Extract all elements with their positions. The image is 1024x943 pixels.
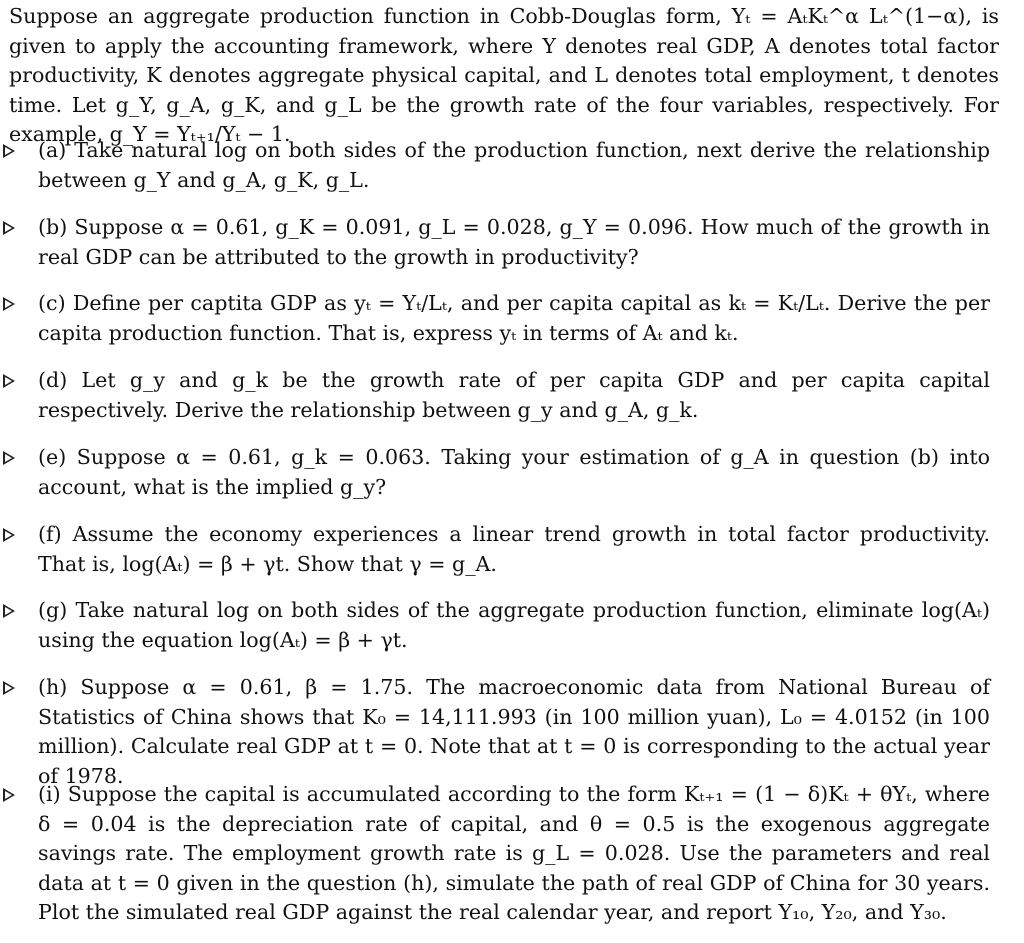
question-c-text: (c) Define per captita GDP as yₜ = Yₜ/Lₜ, and per capita capital as kₜ = Kₜ/Lₜ. Derive the per capita production function. That is, express yₜ in terms of Aₜ and kₜ. bbox=[38, 291, 990, 345]
question-e bbox=[38, 443, 990, 502]
question-g bbox=[38, 596, 990, 655]
triangle-bullet-icon bbox=[0, 213, 20, 242]
question-c bbox=[38, 289, 990, 348]
question-e-text: (e) Suppose α = 0.61, g_k = 0.063. Taking your estimation of g_A in question (b) into account, what is the implied g_y? bbox=[38, 445, 990, 499]
triangle-bullet-icon bbox=[0, 780, 20, 809]
question-f-text: (f) Assume the economy experiences a linear trend growth in total factor productivity. That is, log(Aₜ) = β + γt. Show that γ = g_A. bbox=[38, 522, 990, 576]
triangle-bullet-icon bbox=[0, 289, 20, 318]
triangle-bullet-icon bbox=[0, 136, 20, 165]
triangle-bullet-icon bbox=[0, 443, 20, 472]
triangle-bullet-icon bbox=[0, 673, 20, 702]
question-i-text: (i) Suppose the capital is accumulated according to the form Kₜ₊₁ = (1 − δ)Kₜ + θYₜ, where δ = 0.04 is the depreciation rate of capital, and θ = 0.5 is the exogenous aggregate savings rate. The employment growth rate is g_L = 0.028. Use the parameters and real data at t = 0 given in the question (h), simulate the path of real GDP of China for 30 years. Plot the simulated real GDP against the real calendar year, and report Y₁₀, Y₂₀, and Y₃₀. bbox=[38, 782, 990, 924]
question-g-text: (g) Take natural log on both sides of the aggregate production function, eliminate log(Aₜ) using the equation log(Aₜ) = β + γt. bbox=[38, 598, 990, 652]
question-a bbox=[38, 136, 990, 195]
triangle-bullet-icon bbox=[0, 596, 20, 625]
question-b-text: (b) Suppose α = 0.61, g_K = 0.091, g_L = 0.028, g_Y = 0.096. How much of the growth in real GDP can be attributed to the growth in productivity? bbox=[38, 215, 990, 269]
question-b bbox=[38, 213, 990, 272]
question-f bbox=[38, 520, 990, 579]
question-h bbox=[38, 673, 990, 791]
question-a-text: (a) Take natural log on both sides of the production function, next derive the relationship between g_Y and g_A, g_K, g_L. bbox=[38, 138, 990, 192]
question-d bbox=[38, 366, 990, 425]
triangle-bullet-icon bbox=[0, 366, 20, 395]
question-i bbox=[38, 780, 990, 928]
problem-intro: Suppose an aggregate production function in Cobb-Douglas form, Yₜ = AₜKₜ^α Lₜ^(1−α), is given to apply the accounting framework, where Y denotes real GDP, A denotes total factor productivity, K denotes aggregate physical capital, and L denotes total employment, t denotes time. Let g_Y, g_A, g_K, and g_L be the growth rate of the four variables, respectively. For example, g_Y = Yₜ₊₁/Yₜ − 1. bbox=[9, 4, 999, 146]
triangle-bullet-icon bbox=[0, 520, 20, 549]
question-d-text: (d) Let g_y and g_k be the growth rate of per capita GDP and per capita capital respectively. Derive the relationship between g_y and g_A, g_k. bbox=[38, 368, 990, 422]
question-h-text: (h) Suppose α = 0.61, β = 1.75. The macroeconomic data from National Bureau of Statistics of China shows that K₀ = 14,111.993 (in 100 million yuan), L₀ = 4.0152 (in 100 million). Calculate real GDP at t = 0. Note that at t = 0 is corresponding to the actual year of 1978. bbox=[38, 675, 990, 788]
